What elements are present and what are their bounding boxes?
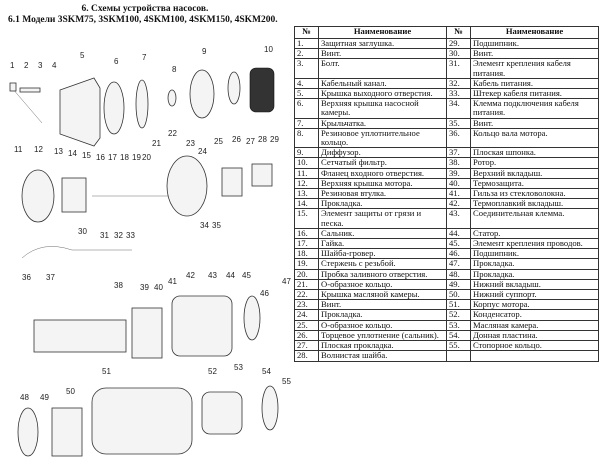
- motor-parts: [34, 296, 260, 358]
- table-row: [295, 39, 599, 49]
- part-name: Винт.: [319, 300, 447, 310]
- part-name: Сетчатый фильтр.: [319, 158, 447, 168]
- table-row: [295, 128, 599, 147]
- parts-table-body: [295, 39, 599, 362]
- callout-label: 39: [140, 283, 149, 292]
- callout-label: 20: [142, 153, 151, 162]
- part-number: 26.: [295, 330, 319, 340]
- part-number: 49.: [447, 279, 471, 289]
- document-heading: [0, 4, 290, 26]
- table-row: [295, 310, 599, 320]
- callout-label: 42: [186, 271, 195, 280]
- table-row: [295, 351, 599, 361]
- part-name: Корпус мотора.: [471, 300, 599, 310]
- table-row: [295, 118, 599, 128]
- part-name: Торцевое уплотнение (сальник).: [319, 330, 447, 340]
- part-number: 27.: [295, 341, 319, 351]
- callout-label: 52: [208, 367, 217, 376]
- part-number: 44.: [447, 228, 471, 238]
- callout-label: 38: [114, 281, 123, 290]
- part-name: Статор.: [471, 228, 599, 238]
- callout-label: 35: [212, 221, 221, 230]
- part-name: Клемма подключения кабеля питания.: [471, 99, 599, 118]
- part-name: Крышка масляной камеры.: [319, 290, 447, 300]
- part-shape: [22, 170, 54, 222]
- table-row: [295, 78, 599, 88]
- seal-assembly-parts: [22, 156, 272, 258]
- header-number-left: №: [295, 27, 319, 39]
- callout-label: 7: [142, 53, 147, 62]
- part-name: Плоская прокладка.: [319, 341, 447, 351]
- callout-label: 17: [108, 153, 117, 162]
- part-shape: [202, 392, 242, 434]
- callout-label: 31: [100, 231, 109, 240]
- part-shape: [136, 80, 148, 128]
- callout-label: 48: [20, 393, 29, 402]
- part-name: Плоская шпонка.: [471, 148, 599, 158]
- part-name: Шайба-гровер.: [319, 249, 447, 259]
- callout-label: 53: [234, 363, 243, 372]
- part-number: 33.: [447, 89, 471, 99]
- table-row: [295, 279, 599, 289]
- table-row: [295, 269, 599, 279]
- callout-label: 12: [34, 145, 43, 154]
- part-number: 37.: [447, 148, 471, 158]
- part-name: Ротор.: [471, 158, 599, 168]
- part-shape: [20, 88, 40, 92]
- callout-label: 27: [246, 137, 255, 146]
- part-number: 47.: [447, 259, 471, 269]
- part-name: Кольцо вала мотора.: [471, 128, 599, 147]
- part-number: 35.: [447, 118, 471, 128]
- part-shape: [132, 308, 162, 358]
- parts-table: [294, 26, 599, 362]
- part-number: 10.: [295, 158, 319, 168]
- part-number: 52.: [447, 310, 471, 320]
- part-number: 41.: [447, 189, 471, 199]
- callout-label: 19: [132, 153, 141, 162]
- part-name: Волнистая шайба.: [319, 351, 447, 361]
- part-name: Подшипник.: [471, 39, 599, 49]
- part-name: Прокладка.: [471, 269, 599, 279]
- callout-label: 21: [152, 139, 161, 148]
- part-shape: [167, 156, 207, 216]
- part-number: 21.: [295, 279, 319, 289]
- part-number: 43.: [447, 209, 471, 228]
- part-number: 22.: [295, 290, 319, 300]
- callout-label: 14: [68, 149, 77, 158]
- table-row: [295, 228, 599, 238]
- part-name: О-образное кольцо.: [319, 279, 447, 289]
- callout-label: 23: [186, 139, 195, 148]
- part-number: 30.: [447, 49, 471, 59]
- part-name: Резиновая втулка.: [319, 189, 447, 199]
- heading-title: 6. Схемы устройства насосов.: [81, 4, 209, 14]
- part-shape: [168, 90, 176, 106]
- callout-label: 47: [282, 277, 291, 286]
- callout-label: 2: [24, 61, 29, 70]
- heading-subtitle: 6.1 Модели 3SKM75, 3SKM100, 4SKM100, 4SKM150, 4SKM200.: [8, 15, 278, 25]
- part-name: Элемент защиты от грязи и песка.: [319, 209, 447, 228]
- table-row: [295, 99, 599, 118]
- part-number: 50.: [447, 290, 471, 300]
- table-row: [295, 89, 599, 99]
- part-name: Элемент крепления кабеля питания.: [471, 59, 599, 78]
- header-name-left: Наименование: [319, 27, 447, 39]
- callout-label: 4: [52, 61, 57, 70]
- part-shape: [52, 408, 82, 456]
- table-row: [295, 189, 599, 199]
- callout-label: 51: [102, 367, 111, 376]
- part-name: Болт.: [319, 59, 447, 78]
- part-shape: [244, 296, 260, 340]
- callout-label: 32: [114, 231, 123, 240]
- part-number: 42.: [447, 199, 471, 209]
- part-name: Стержень с резьбой.: [319, 259, 447, 269]
- callout-label: 36: [22, 273, 31, 282]
- callout-label: 40: [154, 283, 163, 292]
- part-number: 6.: [295, 99, 319, 118]
- callout-label: 24: [198, 147, 207, 156]
- part-shape: [92, 388, 192, 454]
- callout-label: 9: [202, 47, 207, 56]
- table-row: [295, 320, 599, 330]
- callout-label: 50: [66, 387, 75, 396]
- part-number: 36.: [447, 128, 471, 147]
- part-name: Фланец входного отверстия.: [319, 168, 447, 178]
- callout-label: 46: [260, 289, 269, 298]
- part-name: Термозащита.: [471, 178, 599, 188]
- part-name: Стопорное кольцо.: [471, 341, 599, 351]
- part-name: Винт.: [471, 49, 599, 59]
- table-row: [295, 259, 599, 269]
- part-name: Верхний вкладыш.: [471, 168, 599, 178]
- table-row: [295, 199, 599, 209]
- part-number: 18.: [295, 249, 319, 259]
- part-number: 2.: [295, 49, 319, 59]
- part-shape: [10, 83, 16, 91]
- callout-label: 3: [38, 61, 43, 70]
- part-number: 46.: [447, 249, 471, 259]
- callout-label: 34: [200, 221, 209, 230]
- part-number: 51.: [447, 300, 471, 310]
- table-row: [295, 148, 599, 158]
- part-number: 48.: [447, 269, 471, 279]
- part-name: Резиновое уплотнительное кольцо.: [319, 128, 447, 147]
- table-row: [295, 300, 599, 310]
- exploded-view-drawing: [2, 28, 292, 462]
- part-name: Винт.: [319, 49, 447, 59]
- part-number: 19.: [295, 259, 319, 269]
- part-number: 15.: [295, 209, 319, 228]
- part-name: Кабельный канал.: [319, 78, 447, 88]
- table-row: [295, 330, 599, 340]
- callout-label: 30: [78, 227, 87, 236]
- part-name: Верхняя крышка мотора.: [319, 178, 447, 188]
- part-shape: [18, 408, 38, 456]
- part-number: 13.: [295, 189, 319, 199]
- callout-label: 37: [46, 273, 55, 282]
- callout-label: 49: [40, 393, 49, 402]
- part-name: Масляная камера.: [471, 320, 599, 330]
- part-name: Крыльчатка.: [319, 118, 447, 128]
- part-name: Соединительная клемма.: [471, 209, 599, 228]
- part-name: Диффузор.: [319, 148, 447, 158]
- part-name: Пробка заливного отверстия.: [319, 269, 447, 279]
- callout-label: 6: [114, 57, 119, 66]
- table-row: [295, 168, 599, 178]
- table-row: [295, 49, 599, 59]
- part-number: 20.: [295, 269, 319, 279]
- part-shape: [172, 296, 232, 356]
- part-number: 23.: [295, 300, 319, 310]
- part-number: 14.: [295, 199, 319, 209]
- part-name: Верхняя крышка насосной камеры.: [319, 99, 447, 118]
- part-number: 28.: [295, 351, 319, 361]
- part-number: 9.: [295, 148, 319, 158]
- parts-table-header: [295, 27, 599, 39]
- exploded-pump-diagram: [2, 28, 292, 462]
- table-row: [295, 178, 599, 188]
- part-shape: [190, 70, 214, 118]
- callout-label: 54: [262, 367, 271, 376]
- part-number: 24.: [295, 310, 319, 320]
- part-name: Прокладка.: [471, 259, 599, 269]
- part-number: 45.: [447, 239, 471, 249]
- part-number: 53.: [447, 320, 471, 330]
- callout-label: 16: [96, 153, 105, 162]
- part-number: 8.: [295, 128, 319, 147]
- part-number: 40.: [447, 178, 471, 188]
- part-name: Нижний вкладыш.: [471, 279, 599, 289]
- part-name: Элемент крепления проводов.: [471, 239, 599, 249]
- part-name: Подшипник.: [471, 249, 599, 259]
- callout-label: 22: [168, 129, 177, 138]
- part-name: Гайка.: [319, 239, 447, 249]
- part-number: 16.: [295, 228, 319, 238]
- part-name: Донная пластина.: [471, 330, 599, 340]
- part-number: 7.: [295, 118, 319, 128]
- header-number-right: №: [447, 27, 471, 39]
- callout-label: 5: [80, 51, 85, 60]
- part-number: 1.: [295, 39, 319, 49]
- callout-label: 26: [232, 135, 241, 144]
- part-number: 12.: [295, 178, 319, 188]
- part-shape: [252, 164, 272, 186]
- part-shape: [34, 320, 126, 352]
- part-name: О-образное кольцо.: [319, 320, 447, 330]
- callout-label: 41: [168, 277, 177, 286]
- housing-parts: [18, 386, 278, 456]
- table-row: [295, 249, 599, 259]
- table-row: [295, 290, 599, 300]
- part-name: Штекер кабеля питания.: [471, 89, 599, 99]
- part-name: Винт.: [471, 118, 599, 128]
- part-shape: [228, 72, 240, 104]
- callout-label: 8: [172, 65, 177, 74]
- part-number: 38.: [447, 158, 471, 168]
- part-name: Нижний суппорт.: [471, 290, 599, 300]
- part-name: [471, 351, 599, 361]
- callout-label: 18: [120, 153, 129, 162]
- part-shape: [60, 78, 100, 146]
- part-name: Гильза из стекловолокна.: [471, 189, 599, 199]
- table-row: [295, 209, 599, 228]
- part-name: Кабель питания.: [471, 78, 599, 88]
- callout-label: 45: [242, 271, 251, 280]
- part-name: Конденсатор.: [471, 310, 599, 320]
- part-name: Сальник.: [319, 228, 447, 238]
- callout-label: 28: [258, 135, 267, 144]
- part-number: 5.: [295, 89, 319, 99]
- callout-label: 11: [14, 145, 23, 154]
- part-name: Прокладка.: [319, 310, 447, 320]
- header-name-right: Наименование: [471, 27, 599, 39]
- part-number: 17.: [295, 239, 319, 249]
- callout-label: 13: [54, 147, 63, 156]
- part-number: 3.: [295, 59, 319, 78]
- table-row: [295, 158, 599, 168]
- part-number: 29.: [447, 39, 471, 49]
- part-number: 55.: [447, 341, 471, 351]
- callout-label: 43: [208, 271, 217, 280]
- part-number: 31.: [447, 59, 471, 78]
- table-row: [295, 341, 599, 351]
- part-number: 32.: [447, 78, 471, 88]
- part-shape: [62, 178, 86, 212]
- part-shape: [262, 386, 278, 430]
- callout-label: 1: [10, 61, 15, 70]
- callout-label: 25: [214, 137, 223, 146]
- part-number: 4.: [295, 78, 319, 88]
- part-name: Защитная заглушка.: [319, 39, 447, 49]
- part-number: 39.: [447, 168, 471, 178]
- part-shape: [250, 68, 274, 112]
- callout-label: 33: [126, 231, 135, 240]
- part-shape: [104, 82, 124, 134]
- part-shape: [222, 168, 242, 196]
- part-number: [447, 351, 471, 361]
- callout-label: 44: [226, 271, 235, 280]
- table-row: [295, 239, 599, 249]
- callout-label: 55: [282, 377, 291, 386]
- part-number: 34.: [447, 99, 471, 118]
- part-name: Крышка выходного отверстия.: [319, 89, 447, 99]
- callout-label: 10: [264, 45, 273, 54]
- callout-label: 29: [270, 135, 279, 144]
- part-name: Термоплавкий вкладыш.: [471, 199, 599, 209]
- part-name: Прокладка.: [319, 199, 447, 209]
- part-number: 54.: [447, 330, 471, 340]
- part-number: 11.: [295, 168, 319, 178]
- callout-label: 15: [82, 151, 91, 160]
- table-row: [295, 59, 599, 78]
- part-number: 25.: [295, 320, 319, 330]
